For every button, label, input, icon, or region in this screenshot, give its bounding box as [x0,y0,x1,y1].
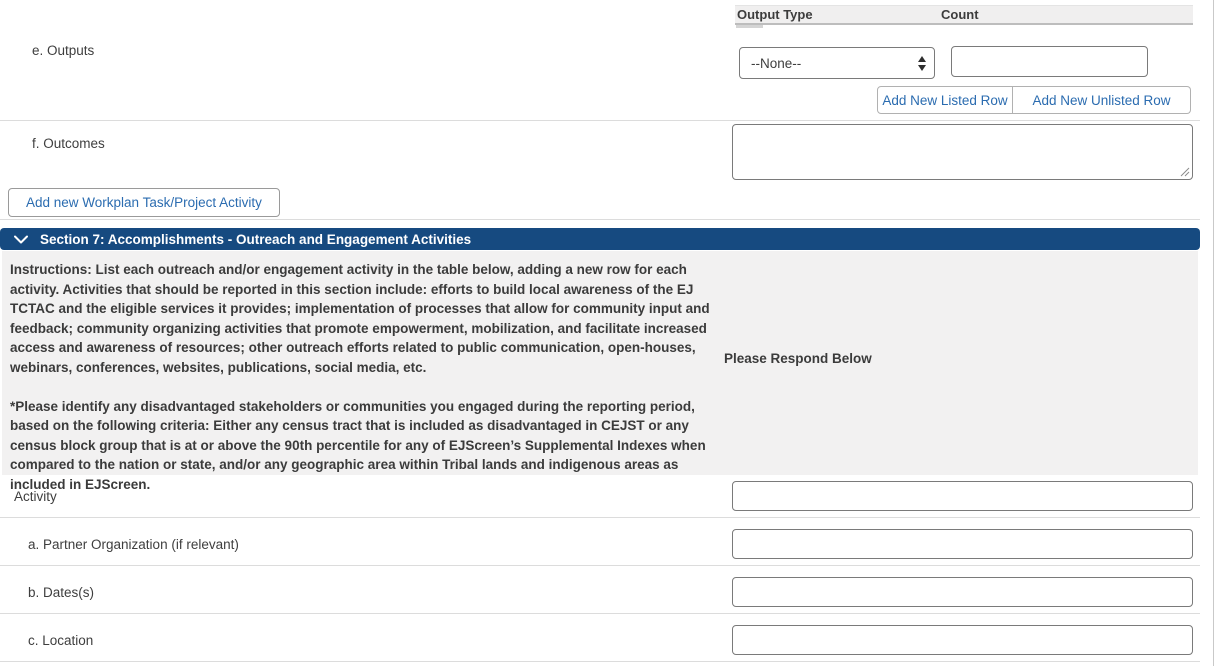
row-divider [0,219,1200,220]
instructions-paragraph-1: Instructions: List each outreach and/or engagement activity in the table below, adding a new row for each activity. Activities that should be reported in this section include: efforts to build local awareness of the EJ TCTAC and the eligible services it provides; implementation of processes that allow for community input and feedback; community organizing activities that promote empowerment, mobilization, and facilitate increased access and awareness of resources; other outreach efforts related to public communication, open-houses, webinars, conferences, websites, publications, social media, etc. [10,262,710,375]
row-divider [0,565,1200,566]
spinner-up-icon [918,56,926,62]
activity-input[interactable] [732,481,1193,511]
row-divider [0,120,1200,121]
row-divider [0,517,1200,518]
activity-label: Activity [14,489,57,504]
outputs-table-header-row [735,5,1193,25]
partner-organization-label: a. Partner Organization (if relevant) [28,537,239,552]
partner-organization-input[interactable] [732,529,1193,559]
panel-right-border [1213,0,1214,666]
count-column-header: Count [941,7,979,22]
output-type-select[interactable] [739,47,935,79]
dates-input[interactable] [732,577,1193,607]
section7-title: Section 7: Accomplishments - Outreach and Engagement Activities [40,231,472,247]
dates-label: b. Dates(s) [28,585,95,600]
spinner-down-icon [918,65,926,71]
location-input[interactable] [732,625,1193,655]
chevron-down-icon[interactable] [14,235,28,244]
add-new-unlisted-row-button[interactable]: Add New Unlisted Row [1013,86,1191,114]
please-respond-below-label: Please Respond Below [724,351,872,366]
output-type-column-header: Output Type [737,7,813,22]
row-divider [0,661,1200,662]
section7-instructions [2,251,1198,492]
select-spinner-icon [918,56,926,71]
location-label: c. Location [28,633,94,648]
add-new-listed-row-button[interactable]: Add New Listed Row [877,86,1013,114]
output-type-select-value: --None-- [751,55,802,71]
row-divider [0,613,1200,614]
instructions-paragraph-2: *Please identify any disadvantaged stakeholders or communities you engaged during the reporting period, based on the following criteria: Either any census tract that is included as disadvantaged in CEJST or any census block group that is at or above the 90th percentile for any of EJScreen’s Supplemental Indexes when compared to the nation or state, and/or any geographic area within Tribal lands and indigenous areas as included in EJScreen. [10,398,706,492]
outputs-label: e. Outputs [32,43,95,58]
section7-header[interactable] [0,228,1200,250]
table-horizontal-scrollbar-thumb[interactable] [736,25,763,28]
outcomes-label: f. Outcomes [32,136,105,151]
count-input[interactable] [951,46,1148,77]
outputs-row-buttons [877,86,1191,114]
add-workplan-task-button[interactable]: Add new Workplan Task/Project Activity [8,188,280,217]
outcomes-textarea[interactable] [732,124,1193,180]
